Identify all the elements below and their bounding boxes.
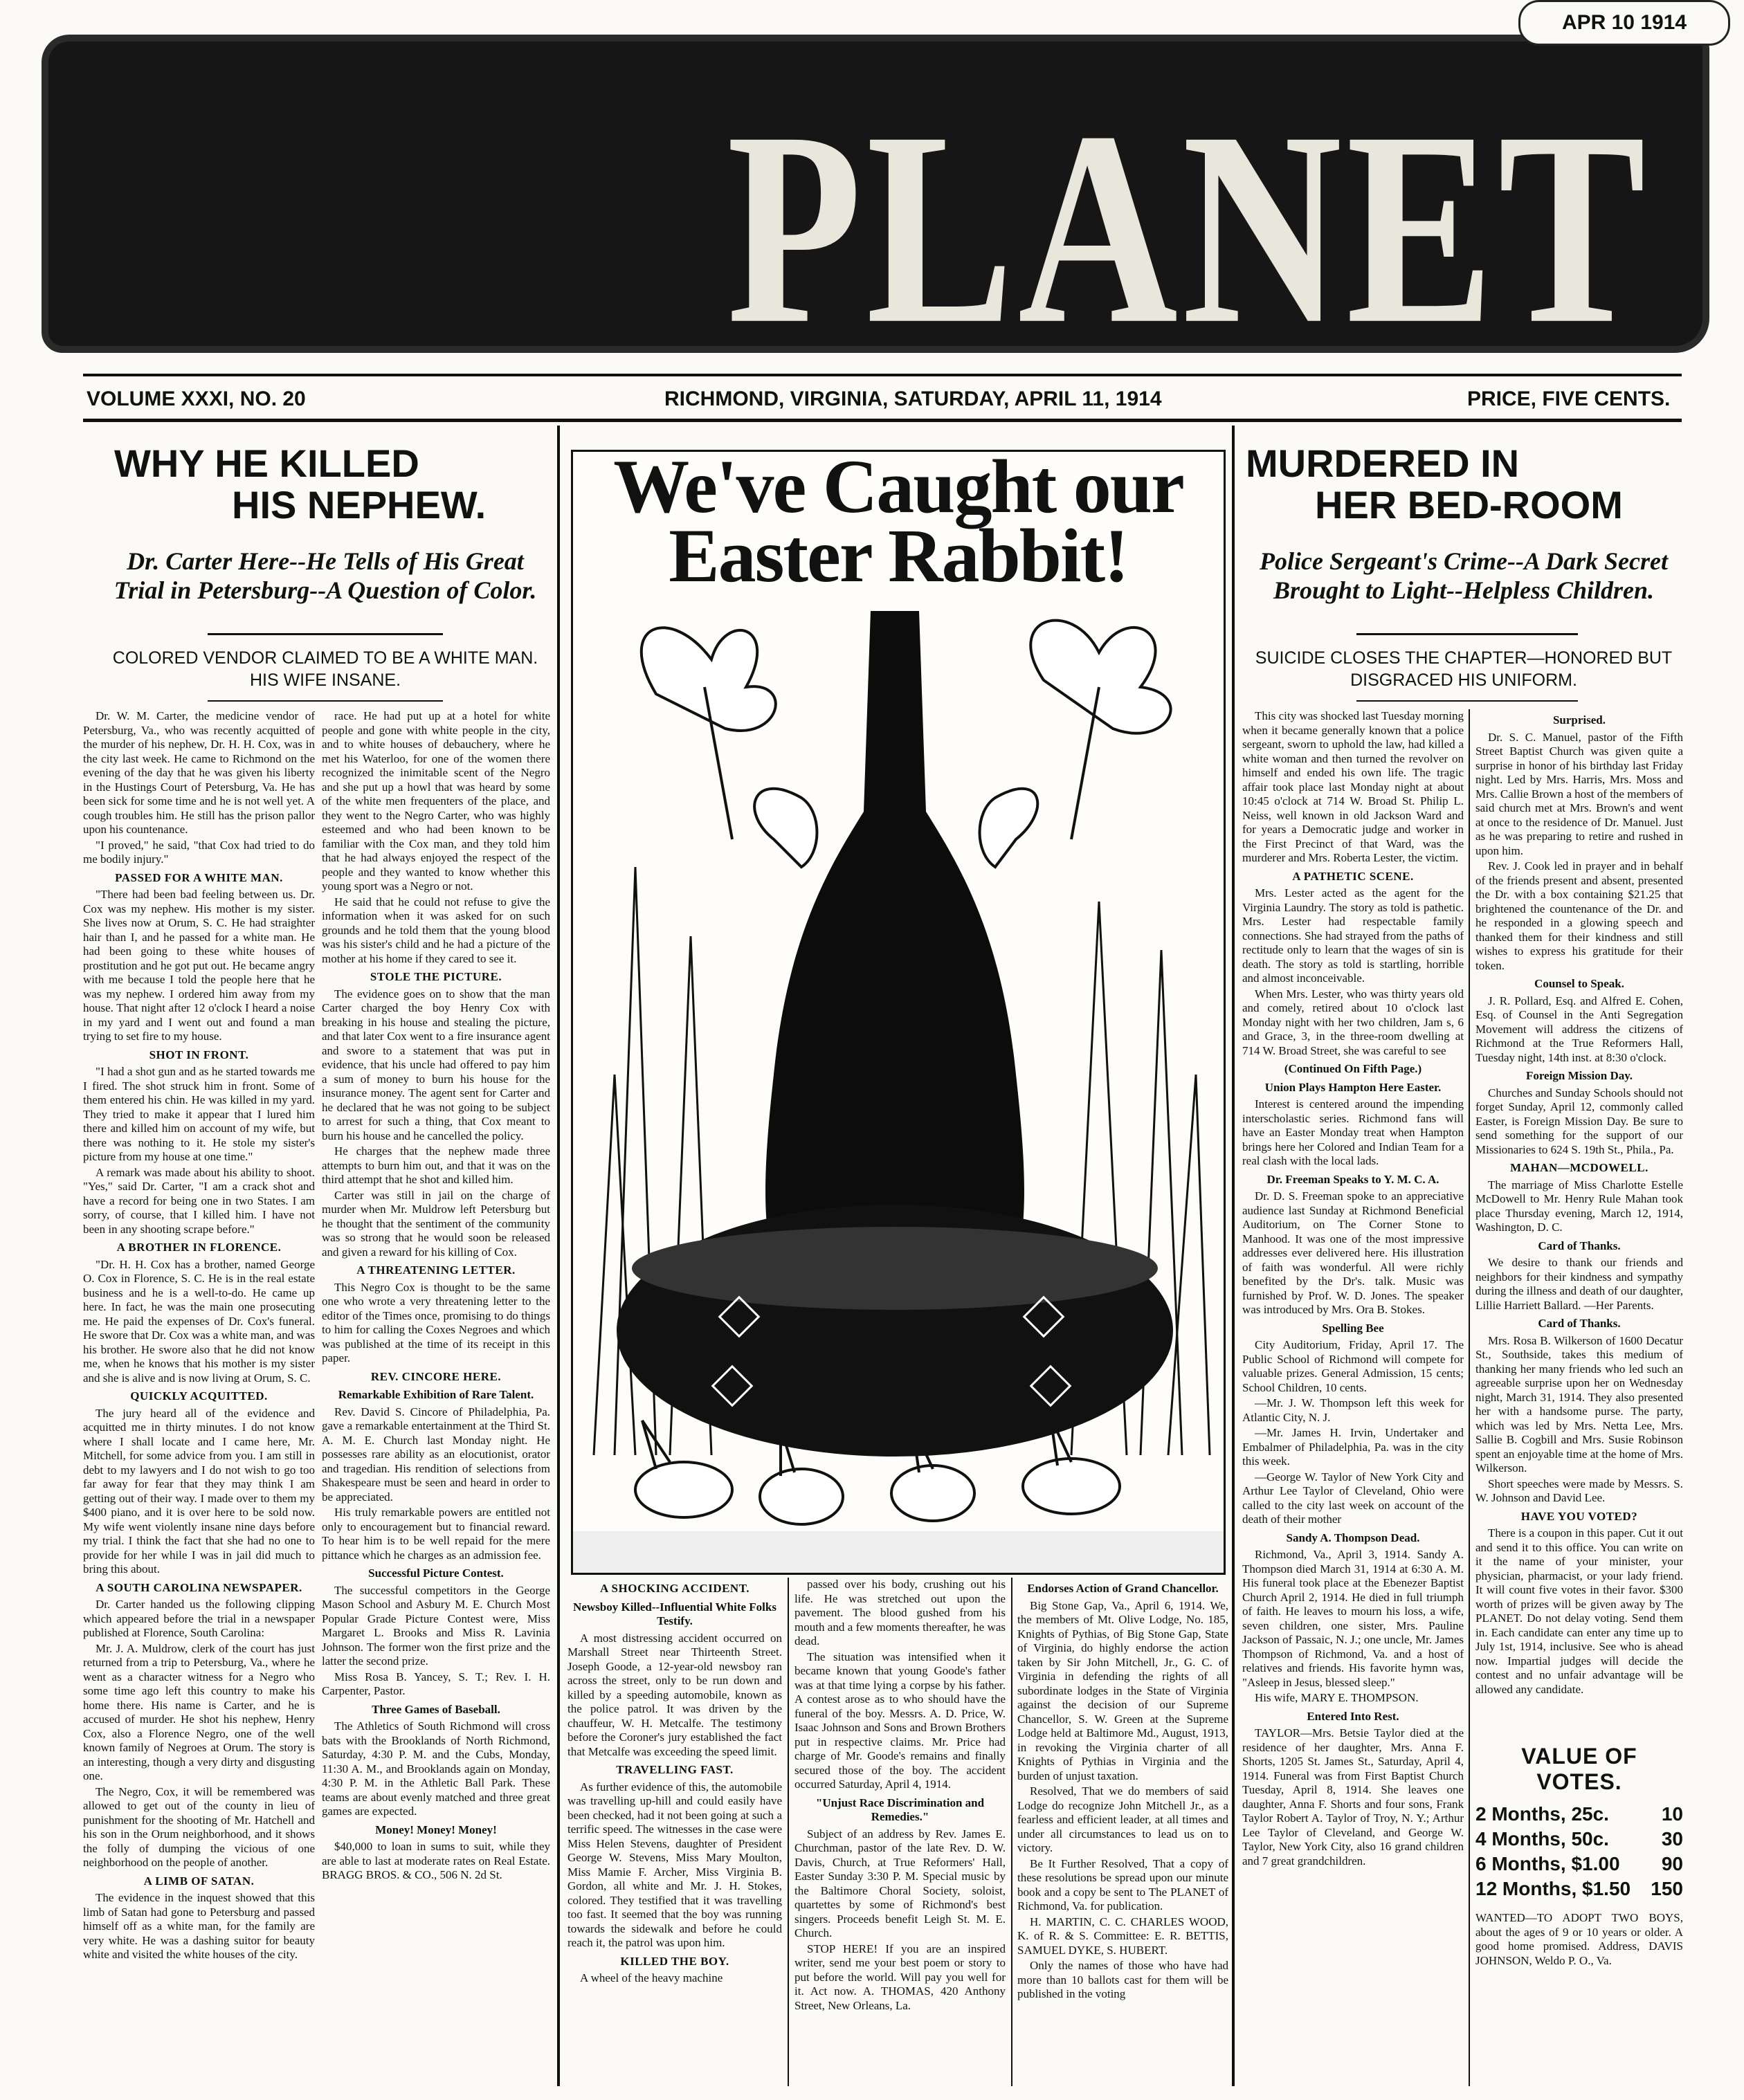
section-heading: Dr. Freeman Speaks to Y. M. C. A. (1266, 1172, 1439, 1186)
article-paragraph: He charges that the nephew made three attempts to burn him out, and that it was on the third attempt that he shot and killed him. (322, 1144, 550, 1186)
vote-row-label: 12 Months, $1.50 (1475, 1878, 1631, 1899)
article-paragraph: There is a coupon in this paper. Cut it out and send it to this office. You can write on it the name of your minister, your physician, pharmacist, or your lady friend. It will count five votes in their favor. $300 worth of prizes will be given away by The PLANET. Do not delay voting. Send them in. Each candidate can enter any time up to July 1st, 1914, inclusive. See who is ahead now. Impartial judges will decide the contest and no unfair advantage will be allowed any candidate. (1475, 1526, 1683, 1696)
section-heading: Successful Picture Contest. (368, 1567, 504, 1580)
vote-row (1475, 1877, 1683, 1901)
right-deck-rule (1356, 700, 1578, 702)
article-paragraph: His truly remarkable powers are entitled not only to encouragement but to financial reward. To hear him is to be well repaid for the mere pittance which he charges as an admission fee. (322, 1506, 550, 1562)
article-paragraph: TAYLOR—Mrs. Betsie Taylor died at the residence of her daughter, Mrs. Anna F. Shorts, 1205 St. James St., Saturday, April 4, 1914. Funeral was from First Baptist Church Tuesday, April 8, 1914. She leaves one daughter, Anna F. Shorts and four sons, Frank Taylor Robert A. Taylor of Troy, N. Y.; Arthur Lee Taylor of Cleveland, and George W. Taylor, New York City, also 16 grand children and 7 great grandchildren. (1242, 1726, 1464, 1868)
article-paragraph: A remark was made about his ability to shoot. "Yes," said Dr. Carter, "I am a crack shot and have a record for being one in two States. I am sorry, of course, that I killed him. I have not been in any shooting scrape before." (83, 1165, 315, 1236)
section-heading: HAVE YOU VOTED? (1520, 1509, 1638, 1523)
section-heading: Counsel to Speak. (1534, 977, 1624, 990)
lily-right (1030, 621, 1170, 839)
section-heading: A LIMB OF SATAN. (143, 1874, 255, 1888)
section-heading: A PATHETIC SCENE. (1292, 869, 1414, 883)
section-heading: Card of Thanks. (1538, 1239, 1621, 1252)
right-subhead: Police Sergeant's Crime--A Dark Secret Brought to Light--Helpless Children. (1260, 547, 1668, 604)
section-heading: TRAVELLING FAST. (616, 1763, 734, 1776)
section-heading: KILLED THE BOY. (620, 1954, 729, 1968)
section-heading: Union Plays Hampton Here Easter. (1264, 1080, 1442, 1094)
section-heading: A SOUTH CAROLINA NEWSPAPER. (96, 1580, 302, 1594)
article-paragraph: —Mr. J. W. Thompson left this week for Atlantic City, N. J. (1242, 1396, 1464, 1424)
article-paragraph: Subject of an address by Rev. James E. Churchman, pastor of the late Rev. D. W. Davis, Church, at True Reformers' Hall, Easter Sunday 3:30 P. M. Special music by the Baltimore Choral Society, soloist, quartettes by some of Richmond's best singers. Proceeds benefit Leigh St. M. E. Church. (794, 1827, 1006, 1939)
article-paragraph: passed over his body, crushing out his life. He was stretched out upon the pavement. The blood gushed from his mouth and a few moments thereafter, he was dead. (794, 1578, 1006, 1647)
article-paragraph: "Dr. H. H. Cox has a brother, named George O. Cox in Florence, S. C. He is in the real estate business and he is a well-to-do. He came up here. In fact, he was the main one prosecuting me. He paid the expenses of Dr. Cox's funeral. He swore that Dr. Cox was a white man, and was his brother. He swore also that he did not know me, when he knows that his mother is my sister and she is alive and is now living at Orum, S. C. (83, 1257, 315, 1385)
right-article-column-2 (1475, 709, 1683, 1733)
section-heading: Spelling Bee (1322, 1321, 1384, 1335)
article-paragraph: Dr. D. S. Freeman spoke to an appreciative audience last Sunday at Richmond Beneficial Auditorium, on The Corner Stone to Manhood. It was one of the most impressive addresses ever delivered here. His illustration of faith was wonderful. All were richly benefited by the Dr's. talk. Music was furnished by Prof. W. D. Jones. The speaker was introduced by Mrs. Ora B. Stokes. (1242, 1189, 1464, 1316)
vote-row-value: 150 (1651, 1878, 1683, 1899)
section-heading: Money! Money! Money! (375, 1823, 497, 1836)
article-paragraph: The evidence in the inquest showed that this limb of Satan had gone to Petersburg and passed himself off as a white man, for the family are very white. He was a dashing suitor for beauty white and visited the white houses of the city. (83, 1891, 315, 1961)
section-heading: Entered Into Rest. (1307, 1709, 1399, 1723)
vote-row-value: 10 (1661, 1803, 1683, 1825)
easter-rabbit-cartoon (571, 450, 1226, 1575)
article-paragraph: "I had a shot gun and as he started towards me I fired. The shot struck him in front. Some of them entered his chin. He was killed in my yard. They tried to make it appear that I lured him there and killed him on account of my wife, but there was nothing to it. He stole my sister's picture from my house at one time." (83, 1065, 315, 1163)
vote-row (1475, 1852, 1683, 1877)
article-paragraph: —Mr. James H. Irvin, Undertaker and Embalmer of Philadelphia, Pa. was in the city this week. (1242, 1426, 1464, 1468)
article-paragraph: A most distressing accident occurred on Marshall Street near Thirteenth Street. Joseph Goode, a 12-year-old newsboy ran across the street, only to be run down and killed by a speeding automobile, known as the police patrol. It was driven by the chauffeur, W. H. Metcalfe. The testimony before the Coroner's jury established the fact that Metcalfe was exceeding the speed limit. (567, 1631, 782, 1758)
section-heading: QUICKLY ACQUITTED. (130, 1389, 268, 1403)
section-heading: SHOT IN FRONT. (149, 1048, 249, 1061)
article-paragraph: Rev. J. Cook led in prayer and in behalf of the friends present and absent, presented the Dr. with a box containing $21.25 that brightened the countenance of the Dr. and he responded in a glowing speech and thanked them for their kindness and still wishes to express his gratitude for their token. (1475, 859, 1683, 972)
article-paragraph: Dr. Carter handed us the following clipping which appeared before the trial in a newspaper published at Florence, South Carolina: (83, 1598, 315, 1639)
article-paragraph: This Negro Cox is thought to be the same one who wrote a very threatening letter to the editor of the Times once, promising to do things to him for calling the Coxes Negroes and which was published at the time of its receipt in this paper. (322, 1280, 550, 1364)
section-heading: REV. CINCORE HERE. (370, 1369, 502, 1383)
masthead-title: PLANET (727, 75, 1650, 346)
section-heading: Newsboy Killed--Influential White Folks Testify. (573, 1600, 776, 1627)
vote-row-value: 30 (1661, 1828, 1683, 1850)
votes-title: VALUE OF VOTES. (1521, 1744, 1637, 1794)
left-deck: COLORED VENDOR CLAIMED TO BE A WHITE MAN. HIS WIFE INSANE. (112, 648, 538, 690)
article-paragraph: Interest is centered around the impending interscholastic series. Richmond fans will have an Easter Monday treat when Hampton brings here her Colored and Indian Team for a real clash with the local lads. (1242, 1097, 1464, 1167)
center-column-3 (1017, 1578, 1228, 2086)
dateline-bottom-rule (83, 419, 1682, 422)
article-paragraph: The evidence goes on to show that the man Carter charged the boy Henry Cox with breaking in his house and stealing the picture, and that later Cox went to a fire insurance agent and swore to a statement that was put in evidence, that his uncle had offered to pay him a sum of money to burn his house for the insurance money. The agent sent for Carter and he declared that he was not going to be subject to arrest for such a thing, that Cox meant to burn his house and he cancelled the policy. (322, 987, 550, 1142)
article-paragraph: Churches and Sunday Schools should not forget Sunday, April 12, commonly called Easter, is Foreign Mission Day. Be sure to send something for the support of our Missionaries to 624 S. 19th St., Phila., Pa. (1475, 1086, 1683, 1156)
right-headline-line2: HER BED-ROOM (1315, 483, 1623, 527)
masthead (48, 42, 1702, 346)
left-headline-line2: HIS NEPHEW. (232, 483, 487, 527)
center-column-1 (567, 1578, 782, 2086)
article-paragraph: "I proved," he said, "that Cox had tried to do me bodily injury." (83, 838, 315, 866)
dateline-top-rule (83, 374, 1682, 376)
section-heading: PASSED FOR A WHITE MAN. (115, 870, 283, 884)
article-paragraph: Mr. J. A. Muldrow, clerk of the court has just returned from a trip to Petersburg, Va., where he went as a character witness for a Negro who some time ago left this country to make his home there. His name is Carter, and he is accused of murder. He shot his nephew, Henry Cox, also a Florence Negro, one of the well known family of Negroes at Orum. The story is an interesting, though a very dirty and disgusting one. (83, 1641, 315, 1782)
article-paragraph: The jury heard all of the evidence and acquitted me in thirty minutes. I do not know where I shall locate and I came here, Mr. Mitchell, for some advice from you. I am still in debt to my lawyers and I do not wish to go too far away for fear that they may think I am getting out of their way. I made over to them my $400 piano, and it is over here to be sold now. My wife went violently insane nine days before my trial. I think the fact that she had no one to provide for her while I was in jail did much to bring this about. (83, 1406, 315, 1576)
article-paragraph: Mrs. Rosa B. Wilkerson of 1600 Decatur St., Southside, takes this medium of thanking her many friends who led such an agreeable surprise upon her on Wednesday night, March 31, 1914. They also presented her with a handsome purse. The party, which was led by Mrs. Netta Lee, Mrs. Sallie B. Cogbill and Mrs. Susie Robinson spent an enjoyable time at the home of Mrs. Wilkerson. (1475, 1333, 1683, 1474)
received-stamp: APR 10 1914 (1518, 0, 1730, 46)
wanted-ad: WANTED—TO ADOPT TWO BOYS, about the ages of 9 or 10 years or older. A good home promised. Address, DAVIS JOHNSON, Weldo P. O., Va. (1475, 1911, 1683, 1967)
price: PRICE, FIVE CENTS. (1467, 387, 1671, 410)
right-deck: SUICIDE CLOSES THE CHAPTER—HONORED BUT DISGRACED HIS UNIFORM. (1255, 648, 1673, 690)
article-paragraph: He said that he could not refuse to give the information when it was asked for on such grounds and he told them that the young blood was his sister's child and he had a picture of the mother at his home if they cared to see it. (322, 895, 550, 965)
cartoon-title-line1: We've Caught our (613, 450, 1183, 529)
left-headline-line1: WHY HE KILLED (114, 441, 419, 485)
right-subhead-rule (1356, 633, 1578, 635)
article-paragraph: STOP HERE! If you are an inspired writer, send me your best poem or story to put before the world. Will pay you well for it. Act now. A. THOMAS, 420 Anthony Street, New Orleans, La. (794, 1942, 1006, 2012)
section-heading: Remarkable Exhibition of Rare Talent. (338, 1388, 534, 1401)
article-paragraph: Mrs. Lester acted as the agent for the Virginia Laundry. The story as told is pathetic. Mrs. Lester had respectable family connections. She had strayed from the paths of rectitude only to learn that the wages of sin is death. The story as told is startling, horrible and almost inconceivable. (1242, 886, 1464, 985)
vote-row-label: 2 Months, 25c. (1475, 1803, 1609, 1825)
center-column-2 (794, 1578, 1006, 2086)
section-heading: Endorses Action of Grand Chancellor. (1027, 1582, 1219, 1595)
left-article-column-1 (83, 709, 315, 2086)
article-paragraph: His wife, MARY E. THOMPSON. (1255, 1691, 1419, 1704)
article-paragraph: Rev. David S. Cincore of Philadelphia, Pa. gave a remarkable entertainment at the Third St. A. M. E. Church last Monday night. He possesses rare ability as an elocutionist, orator and tragedian. His rendition of selections from Shakespeare must be seen and heard in order to be appreciated. (322, 1405, 550, 1504)
article-paragraph: The successful competitors in the George Mason School and Asbury M. E. Church Most Popular Grade Picture Contest were, Miss Margaret L. Brooks and Miss R. Lavinia Johnson. The former won the first prize and the latter the second prize. (322, 1583, 550, 1668)
article-paragraph: Short speeches were made by Messrs. S. W. Johnson and David Lee. (1475, 1477, 1683, 1504)
article-paragraph: Big Stone Gap, Va., April 6, 1914. We, the members of Mt. Olive Lodge, No. 185, Knights of Pythias, of Big Stone Gap, State of Virginia, do highly endorse the action taken by Sir John Mitchell, Jr., G. C. of Virginia in defending the rights of all subordinate lodges in the State of Virginia against the decision of our Supreme Chancellor, S. W. Green at the Supreme Lodge held at Baltimore Md., August, 1913, in revoking the Virginia charter of all Knights of Pythias in Virginia and the burden of unjust taxation. (1017, 1598, 1228, 1782)
article-paragraph: The situation was intensified when it became known that young Goode's father was at that time lying a corpse by his father. A contest arose as to who should have the funeral of the boy. Messrs. A. D. Price, W. Isaac Johnson and Sons and Brown Brothers put in respective claims. Mr. Price had charge of Mr. Goode's remains and finally secured those of the boy. The accident occurred Saturday, April 4, 1914. (794, 1650, 1006, 1791)
article-paragraph: Only the names of those who have had more than 10 ballots cast for them will be published in the voting (1017, 1959, 1228, 2000)
section-heading: A THREATENING LETTER. (356, 1263, 516, 1277)
section-heading: (Continued On Fifth Page.) (1284, 1062, 1422, 1075)
vote-row-value: 90 (1661, 1853, 1683, 1874)
left-subhead: Dr. Carter Here--He Tells of His Great Trial in Petersburg--A Question of Color. (113, 547, 537, 604)
article-paragraph: Carter was still in jail on the charge of murder when Mr. Muldrow left Petersburg but he thought that the sentiment of the community was so strong that he would soon be released and given a reward for his killing of Cox. (322, 1188, 550, 1259)
vote-row-label: 6 Months, $1.00 (1475, 1853, 1620, 1874)
section-heading: Sandy A. Thompson Dead. (1286, 1531, 1420, 1544)
left-article-column-2 (322, 709, 550, 2086)
article-paragraph: J. R. Pollard, Esq. and Alfred E. Cohen, Esq. of Counsel in the Anti Segregation Movement will address the citizens of Richmond at the True Reformers Hall, Tuesday night, 14th inst. at 8:30 o'clock. (1475, 994, 1683, 1064)
section-heading: Card of Thanks. (1538, 1317, 1621, 1330)
article-paragraph: As further evidence of this, the automobile was travelling up-hill and could easily have been checked, had it not been going at such a terrific speed. The witnesses in the case were Miss Helen Stevens, daughter of President George W. Stevens, Miss Mary Moulton, Miss Mamie F. Archer, Miss Virginia B. Gordon, all white and Mr. J. H. Stokes, colored. They testified that it was travelling too fast. It seemed that the boy was running towards the sidewalk and before he could reach it, the patrol was upon him. (567, 1780, 782, 1949)
vote-row-label: 4 Months, 50c. (1475, 1828, 1609, 1850)
article-paragraph: We desire to thank our friends and neighbors for their kindness and sympathy during the illness and death of our daughter, Lillie Harriett Ballard. —Her Parents. (1475, 1256, 1683, 1312)
article-paragraph: Richmond, Va., April 3, 1914. Sandy A. Thompson died March 31, 1914 at 6:30 A. M. His funeral took place at the Ebenezer Baptist Church April 2, 1914. He died in full triumph of faith. He leaves to mourn his loss, a wife, seven children, one sister, Mrs. Pauline Jackson of Passaic, N. J.; one uncle, Mr. James Thompson of Richmond, Va. and a host of relatives and friends. His favorite hymn was, "Asleep in Jesus, blessed sleep." (1242, 1548, 1464, 1689)
cartoon-title-line2: Easter Rabbit! (669, 513, 1128, 598)
section-heading: Three Games of Baseball. (372, 1702, 500, 1716)
column-rule-right (1232, 426, 1235, 2086)
article-paragraph: "There had been bad feeling between us. Dr. Cox was my nephew. His mother is my sister. She lives now at Orum, S. C. He had straighter hair than I, and he passed for a white man. He had been going to these white houses of prostitution and he got put out. He became angry with me because I told the people here that he was my nephew. I ordered him away from my house. That night after 12 o'clock I heard a noise in my yard and I went out and found a man trying to set fire to my house. (83, 888, 315, 1043)
article-paragraph: The Negro, Cox, it will be remembered was allowed to get out of the county in lieu of punishment for the shooting of Mr. Hatchell and his son in the Orum neighborhood, and it shows the folly of dumping the vicious of one neighborhood on the people of another. (83, 1784, 315, 1869)
volume-number: VOLUME XXXI, NO. 20 (87, 387, 306, 410)
column-rule-left (557, 426, 560, 2086)
left-subhead-rule (208, 633, 443, 635)
right-headline-line1: MURDERED IN (1246, 441, 1520, 485)
section-heading: A SHOCKING ACCIDENT. (599, 1582, 750, 1595)
place-date: RICHMOND, VIRGINIA, SATURDAY, APRIL 11, 1914 (664, 387, 1162, 410)
article-paragraph: A wheel of the heavy machine (580, 1971, 723, 1984)
article-paragraph: This city was shocked last Tuesday morning when it became generally known that a police sergeant, sworn to uphold the law, had killed a white woman and then turned the revolver on himself and ended his own life. The tragic affair took place last Monday night at about 10:45 o'clock at 714 W. Broad St. Philip L. Neiss, well known in old Jackson Ward and for years a Democratic judge and worker in the First Precinct of that Ward, was the murderer and Mrs. Roberta Lester, the victim. (1242, 709, 1464, 864)
article-paragraph: When Mrs. Lester, who was thirty years old and comely, retired about 10 o'clock last Monday night with her two children, Jam s, 6 and Grace, 3, in the three-room dwelling at 714 W. Broad Street, she was careful to see (1242, 987, 1464, 1057)
center-rule-2 (1011, 1578, 1012, 2086)
vote-row (1475, 1827, 1683, 1852)
section-heading: MAHAN—MCDOWELL. (1510, 1161, 1648, 1174)
section-heading: Foreign Mission Day. (1525, 1069, 1633, 1082)
article-paragraph: H. MARTIN, C. C. CHARLES WOOD, K. of R. & S. Committee: E. R. BETTIS, SAMUEL DYKE, S. HUBERT. (1017, 1915, 1228, 1957)
center-rule-1 (788, 1578, 789, 2086)
article-paragraph: race. He had put up at a hotel for white people and gone with white people in the city, and to white houses of debauchery, where he met his Waterloo, for one of the women there recognized the inimitable scent of the Negro and she put up a howl that was heard by some of the white men frequenters of the place, and they went to the Negro Carter, who was highly esteemed and who had been known to be familiar with the Cox man, and they told him that he had always enjoyed the respect of the people and they wanted to know whether this young sport was a Negro or not. (322, 709, 550, 893)
article-paragraph: —George W. Taylor of New York City and Arthur Lee Taylor of Cleveland, Ohio were called to the city last week on account of the death of their mother (1242, 1470, 1464, 1526)
right-inner-rule (1469, 709, 1470, 2086)
article-paragraph: The marriage of Miss Charlotte Estelle McDowell to Mr. Henry Rule Mahan took place Thursday evening, March 12, 1914, Washington, D. C. (1475, 1178, 1683, 1234)
article-paragraph: Resolved, That we do members of said Lodge do recognize John Mitchell Jr., as a fearless and efficient leader, at all times and under all circumstances to lead us on to victory. (1017, 1784, 1228, 1854)
left-deck-rule (208, 700, 443, 702)
section-heading: STOLE THE PICTURE. (370, 970, 502, 983)
vote-row (1475, 1802, 1683, 1827)
article-paragraph: The Athletics of South Richmond will cross bats with the Brooklands of North Richmond, Saturday, 4:30 P. M. and the Cubs, Monday, 11:30 A. M., and Brooklands again on Monday, 4:30 P. M. in the Athletic Ball Park. These teams are about evenly matched and three great games are expected. (322, 1719, 550, 1818)
section-heading: "Unjust Race Discrimination and Remedies." (815, 1796, 985, 1823)
article-paragraph: $40,000 to loan in sums to suit, while they are able to last at moderate rates on Real Estate. BRAGG BROS. & CO., 506 N. 2d St. (322, 1840, 550, 1881)
right-article-column-1 (1242, 709, 1464, 2086)
article-paragraph: Miss Rosa B. Yancey, S. T.; Rev. I. H. Carpenter, Pastor. (322, 1670, 550, 1697)
article-paragraph: Dr. S. C. Manuel, pastor of the Fifth Street Baptist Church was given quite a surprise in honor of his birthday last Friday night. Led by Mrs. Harris, Mrs. Moss and Mrs. Callie Brown a host of the members of said church met at Mrs. Brown's and went at once to the residence of Dr. Manuel. Just as he was preparing to retire and rushed in upon him. (1475, 730, 1683, 857)
section-heading: A BROTHER IN FLORENCE. (116, 1241, 282, 1254)
article-paragraph: Dr. W. M. Carter, the medicine vendor of Petersburg, Va., who was recently acquitted of the murder of his nephew, Dr. H. H. Cox, was in the city last week. He came to Richmond on the evening of the day that he was given his liberty in the Hustings Court of Petersburg, Va. He has been sick for some time and he is not well yet. A cough troubles him. He still has the prison pallor upon his countenance. (83, 709, 315, 836)
cartoon-drawing (573, 452, 1224, 1573)
value-of-votes-box (1475, 1744, 1683, 1968)
article-paragraph: City Auditorium, Friday, April 17. The Public School of Richmond will compete for valuable prizes. General Admission, 15 cents; School Children, 10 cents. (1242, 1338, 1464, 1394)
section-heading: Surprised. (1552, 713, 1606, 727)
article-paragraph: Be It Further Resolved, That a copy of these resolutions be spread upon our minute book and a copy be sent to The PLANET of Richmond, Va. for publication. (1017, 1856, 1228, 1912)
